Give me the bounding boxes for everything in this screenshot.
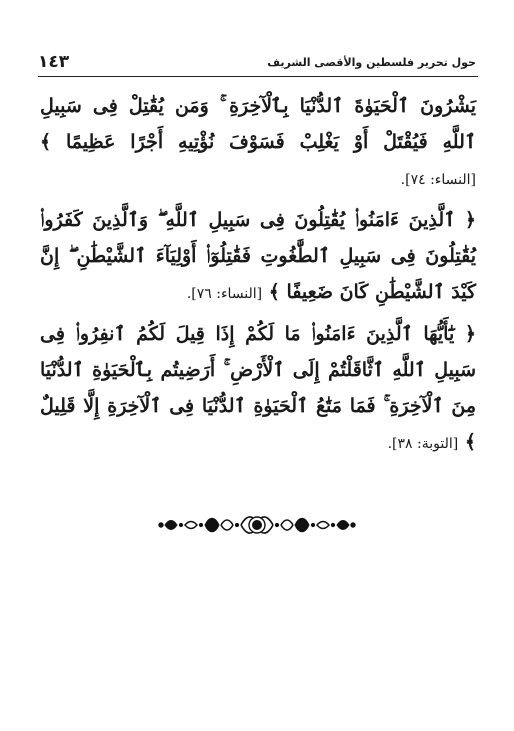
verse-paragraph [40,316,476,462]
running-header [38,52,476,74]
verse-reference: [النساء: ٧٦]. [186,286,263,302]
verse-text: ﴿ ٱلَّذِينَ ءَامَنُوا۟ يُقَٰتِلُونَ فِى سَبِيلِ ٱللَّهِ ۖ وَٱلَّذِينَ كَفَرُوا۟ يُقَٰتِلُونَ فِى سَبِيلِ ٱلطَّٰغُوتِ فَقَٰتِلُوٓا۟ أَوْلِيَآءَ ٱلشَّيْطَٰنِ ۖ إِنَّ كَيْدَ ٱلشَّيْطَٰنِ كَانَ ضَعِيفًا ﴾ [40,209,476,303]
ornament-divider-icon [157,512,357,538]
header-rule [38,76,478,77]
verse-paragraph [40,202,476,312]
verse-text: ﴿ يَٰٓأَيُّهَا ٱلَّذِينَ ءَامَنُوا۟ مَا لَكُمْ إِذَا قِيلَ لَكُمُ ٱنفِرُوا۟ فِى سَبِيلِ ٱللَّهِ ٱثَّاقَلْتُمْ إِلَى ٱلْأَرْضِ ۚ أَرَضِيتُم بِٱلْحَيَوٰةِ ٱلدُّنْيَا مِنَ ٱلْآخِرَةِ ۚ فَمَا مَتَٰعُ ٱلْحَيَوٰةِ ٱلدُّنْيَا فِى ٱلْآخِرَةِ إِلَّا قَلِيلٌ ﴾ [40,323,476,453]
page-number: ١٤٣ [38,52,70,72]
verse-reference: [التوبة: ٣٨]. [387,436,459,452]
running-title: حول تحرير فلسطين والأقصى الشريف [267,56,476,69]
quran-text [40,88,476,466]
verse-reference: [النساء: ٧٤]. [400,172,476,188]
verse-paragraph [40,88,476,198]
verse-text: يَشْرُونَ ٱلْحَيَوٰةَ ٱلدُّنْيَا بِٱلْآخِرَةِ ۚ وَمَن يُقَٰتِلْ فِى سَبِيلِ ٱللَّهِ فَيُقْتَلْ أَوْ يَغْلِبْ فَسَوْفَ نُؤْتِيهِ أَجْرًا عَظِيمًا ﴾ [40,95,476,153]
